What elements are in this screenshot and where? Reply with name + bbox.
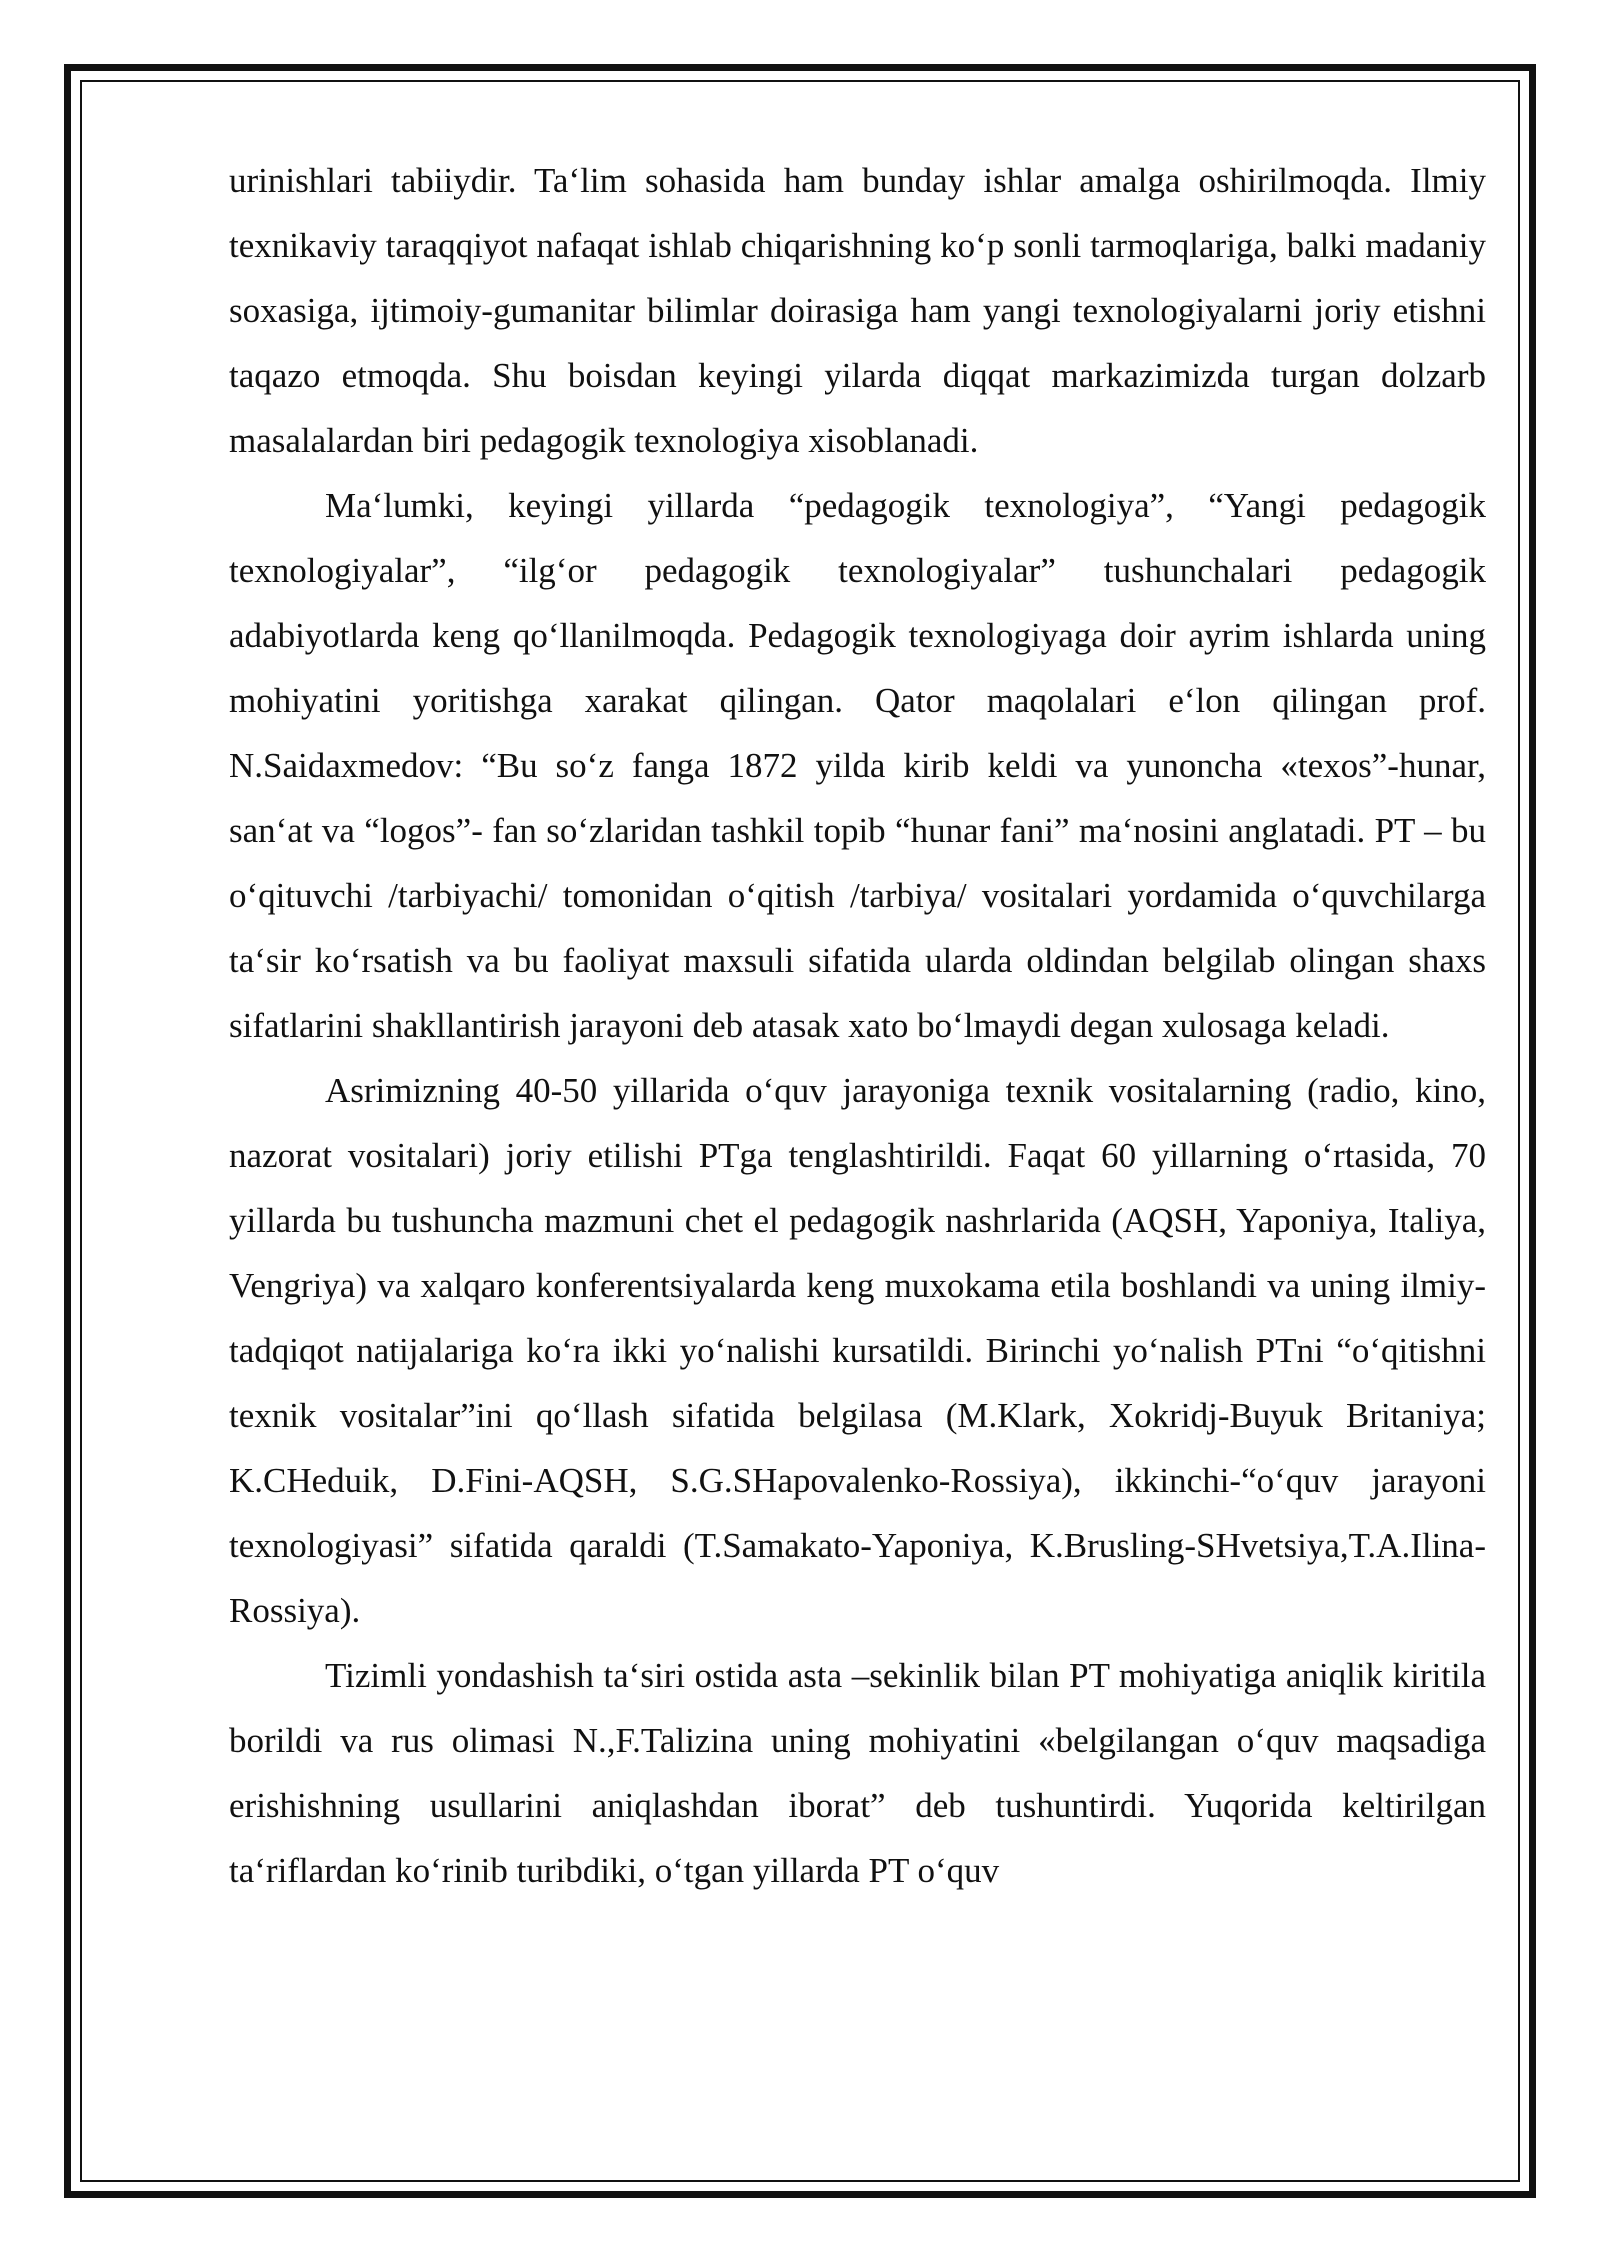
document-body — [229, 148, 1486, 1903]
paragraph-2: Ma‘lumki, keyingi yillarda “pedagogik texnologiya”, “Yangi pedagogik texnologiyalar”, “ilg‘or pedagogik texnologiyalar” tushunchalari pedagogik adabiyotlarda keng qo‘llanilmoqda. Pedagogik texnologiyaga doir ayrim ishlarda uning mohiyatini yoritishga xarakat qilingan. Qator maqolalari e‘lon qilingan prof. N.Saidaxmedov: “Bu so‘z fanga 1872 yilda kirib keldi va yunoncha «texos”-hunar, san‘at va “logos”- fan so‘zlaridan tashkil topib “hunar fani” ma‘nosini anglatadi. PT – bu o‘qituvchi /tarbiyachi/ tomonidan o‘qitish /tarbiya/ vositalari yordamida o‘quvchilarga ta‘sir ko‘rsatish va bu faoliyat maxsuli sifatida ularda oldindan belgilab olingan shaxs sifatlarini shakllantirish jarayoni deb atasak xato bo‘lmaydi degan xulosaga keladi. — [229, 486, 1486, 1045]
paragraph-1: urinishlari tabiiydir. Ta‘lim sohasida ham bunday ishlar amalga oshirilmoqda. Ilmiy texnikaviy taraqqiyot nafaqat ishlab chiqarishning ko‘p sonli tarmoqlariga, balki madaniy soxasiga, ijtimoiy-gumanitar bilimlar doirasiga ham yangi texnologiyalarni joriy etishni taqazo etmoqda. Shu boisdan keyingi yilarda diqqat markazimizda turgan dolzarb masalalardan biri pedagogik texnologiya xisoblanadi. — [229, 161, 1486, 460]
paragraph-3: Asrimizning 40-50 yillarida o‘quv jarayoniga texnik vositalarning (radio, kino, nazorat vositalari) joriy etilishi PTga tenglashtirildi. Faqat 60 yillarning o‘rtasida, 70 yillarda bu tushuncha mazmuni chet el pedagogik nashrlarida (AQSH, Yaponiya, Italiya, Vengriya) va xalqaro konferentsiyalarda keng muxokama etila boshlandi va uning ilmiy- tadqiqot natijalariga ko‘ra ikki yo‘nalishi kursatildi. Birinchi yo‘nalish PTni “o‘qitishni texnik vositalar”ini qo‘llash sifatida belgilasa (M.Klark, Xokridj-Buyuk Britaniya; K.CHeduik, D.Fini-AQSH, S.G.SHapovalenko-Rossiya), ikkinchi-“o‘quv jarayoni texnologiyasi” sifatida qaraldi (T.Samakato-Yaponiya, K.Brusling-SHvetsiya,T.A.Ilina-Rossiya). — [229, 1071, 1486, 1630]
paragraph-4: Tizimli yondashish ta‘siri ostida asta –sekinlik bilan PT mohiyatiga aniqlik kiritila borildi va rus olimasi N.,F.Talizina uning mohiyatini «belgilangan o‘quv maqsadiga erishishning usullarini aniqlashdan iborat” deb tushuntirdi. Yuqorida keltirilgan ta‘riflardan ko‘rinib turibdiki, o‘tgan yillarda PT o‘quv — [229, 1656, 1486, 1890]
